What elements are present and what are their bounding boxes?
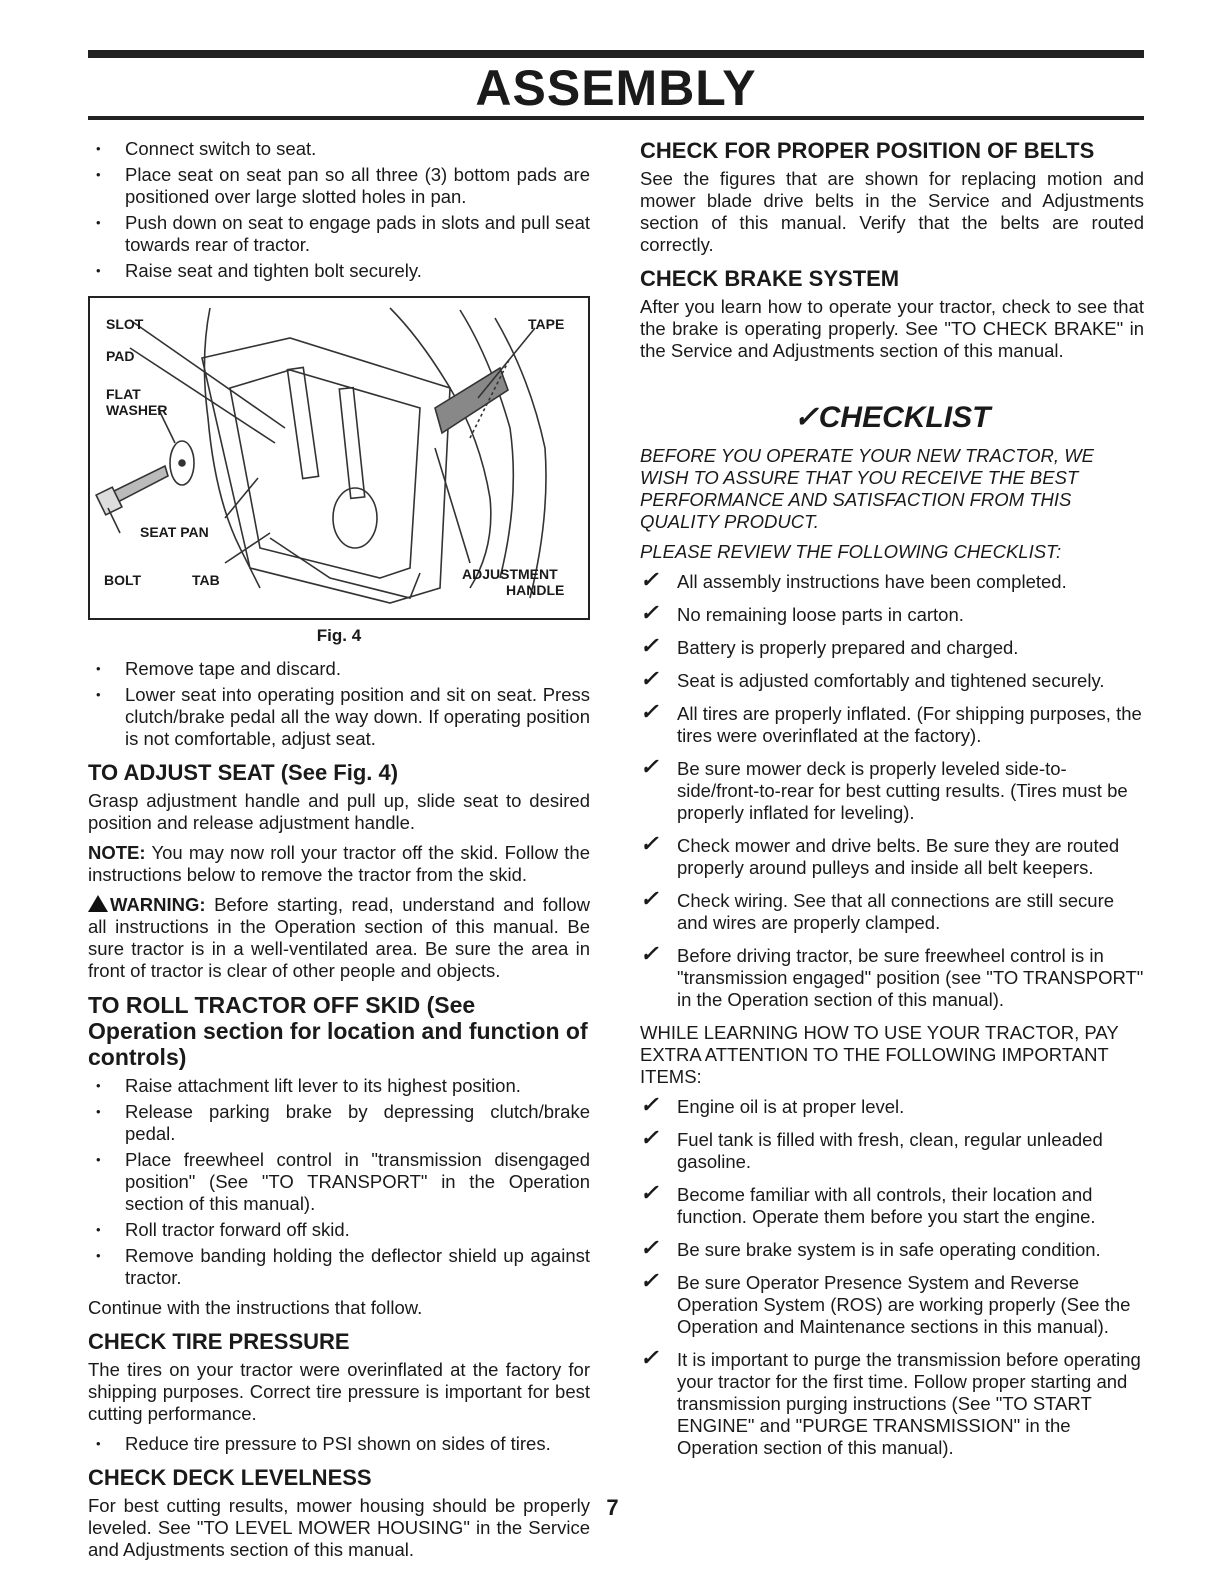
list-item: • Reduce tire pressure to PSI shown on sides of tires. <box>88 1433 590 1455</box>
check-icon: ✓ <box>640 1180 659 1205</box>
check-icon: ✓ <box>640 1235 659 1260</box>
checklist-item: ✓ Be sure Operator Presence System and Reverse Operation System (ROS) are working properly (See the Operation and Maintenance sections in this manual). <box>640 1268 1131 1337</box>
checklist-intro: BEFORE YOU OPERATE YOUR NEW TRACTOR, WE WISH TO ASSURE THAT YOU RECEIVE THE BEST PERFORMANCE AND SATISFACTION FROM THIS QUALITY PRODUCT. <box>640 445 1094 532</box>
list-item: • Release parking brake by depressing clutch/brake pedal. <box>88 1101 590 1145</box>
label-bolt: BOLT <box>104 572 142 588</box>
check-icon: ✓ <box>640 1268 659 1293</box>
check-icon: ✓ <box>640 1125 659 1150</box>
checklist-item: ✓ No remaining loose parts in carton. <box>640 600 964 625</box>
label-pad: PAD <box>106 348 135 364</box>
check-icon: ✓ <box>640 886 659 911</box>
checklist-item: ✓ Seat is adjusted comfortably and tightened securely. <box>640 666 1105 691</box>
warning-text: Before starting, read, understand and follow all instructions in the Operation section of this manual. Be sure tractor is in a well-ventilated area. Be sure the area in front of tractor is clear of other people and objects. <box>88 894 591 981</box>
deck-levelness-heading: CHECK DECK LEVELNESS <box>88 1465 372 1490</box>
continue-text: Continue with the instructions that follow. <box>88 1297 423 1318</box>
checklist-item: ✓ Be sure mower deck is properly leveled side-to-side/front-to-rear for best cutting results. (Tires must be properly inflated for leveling). <box>640 754 1128 823</box>
right-column <box>640 138 1144 1470</box>
label-adjustment: ADJUSTMENT <box>462 566 558 582</box>
brake-heading: CHECK BRAKE SYSTEM <box>640 266 900 291</box>
adjust-seat-text: Grasp adjustment handle and pull up, slide seat to desired position and release adjustment handle. <box>88 790 590 833</box>
checklist-item: ✓ All tires are properly inflated. (For shipping purposes, the tires were overinflated at the factory). <box>640 699 1142 746</box>
check-icon: ✓ <box>640 633 659 658</box>
check-icon: ✓ <box>640 754 659 779</box>
label-slot: SLOT <box>106 316 144 332</box>
checklist-item: ✓ Engine oil is at proper level. <box>640 1092 905 1117</box>
list-item: • Lower seat into operating position and sit on seat. Press clutch/brake pedal all the way down. If operating position is not comfortable, adjust seat. <box>88 684 590 750</box>
warning-icon <box>88 895 108 912</box>
list-item: • Push down on seat to engage pads in slots and pull seat towards rear of tractor. <box>88 212 590 256</box>
learning-text: WHILE LEARNING HOW TO USE YOUR TRACTOR, PAY EXTRA ATTENTION TO THE FOLLOWING IMPORTANT ITEMS: <box>640 1022 1119 1087</box>
top-rule <box>88 50 1144 58</box>
figure-caption: Fig. 4 <box>316 626 362 645</box>
checklist-1 <box>640 567 1144 1011</box>
seat-figure <box>88 296 590 620</box>
check-icon: ✓ <box>640 600 659 625</box>
seat-bullets-2 <box>88 658 590 750</box>
label-tab: TAB <box>192 572 220 588</box>
checklist-title-text: CHECKLIST <box>818 401 991 434</box>
brake-text: After you learn how to operate your tractor, check to see that the brake is operating properly. See "TO CHECK BRAKE" in the Service and Adjustments section of this manual. <box>640 296 1144 361</box>
checklist-title <box>640 400 1144 435</box>
seat-bullets <box>88 138 590 282</box>
checklist-review: PLEASE REVIEW THE FOLLOWING CHECKLIST: <box>640 541 1062 562</box>
warning-paragraph <box>88 894 590 982</box>
list-item: • Remove tape and discard. <box>88 658 590 680</box>
warning-label: WARNING: <box>110 894 206 915</box>
check-icon: ✓ <box>640 831 659 856</box>
tire-bullets <box>88 1433 590 1455</box>
check-icon: ✓ <box>640 666 659 691</box>
label-tape: TAPE <box>528 316 565 332</box>
label-washer: WASHER <box>106 402 168 418</box>
checklist-item: ✓ Check mower and drive belts. Be sure they are routed properly around pulleys and inside all belt keepers. <box>640 831 1120 878</box>
label-handle: HANDLE <box>506 582 565 598</box>
checklist-item: ✓ Become familiar with all controls, their location and function. Operate them before you start the engine. <box>640 1180 1096 1227</box>
checklist-item: ✓ It is important to purge the transmission before operating your tractor for the first time. Follow proper starting and transmission purging instructions (See "TO START ENGINE" and "PURGE TRANSMISSION" in the Operation section of this manual). <box>640 1345 1141 1458</box>
check-icon: ✓ <box>640 1092 659 1117</box>
list-item: • Raise attachment lift lever to its highest position. <box>88 1075 590 1097</box>
check-icon: ✓ <box>793 401 819 434</box>
title-rule <box>88 116 1144 120</box>
roll-bullets <box>88 1075 590 1289</box>
list-item: • Raise seat and tighten bolt securely. <box>88 260 590 282</box>
tire-pressure-heading: CHECK TIRE PRESSURE <box>88 1329 350 1354</box>
list-item: • Remove banding holding the deflector shield up against tractor. <box>88 1245 590 1289</box>
checklist-item: ✓ Battery is properly prepared and charged. <box>640 633 1019 658</box>
label-seat-pan: SEAT PAN <box>140 524 209 540</box>
checklist-2 <box>640 1092 1144 1459</box>
check-icon: ✓ <box>640 1345 659 1370</box>
label-flat: FLAT <box>106 386 141 402</box>
deck-levelness-text: For best cutting results, mower housing should be properly leveled. See "TO LEVEL MOWER HOUSING" in the Service and Adjustments section of this manual. <box>88 1495 590 1560</box>
belts-text: See the figures that are shown for replacing motion and mower blade drive belts in the Service and Adjustments section of this manual. Verify that the belts are routed correctly. <box>640 168 1144 255</box>
adjust-seat-heading: TO ADJUST SEAT (See Fig. 4) <box>88 760 399 785</box>
list-item: • Place seat on seat pan so all three (3) bottom pads are positioned over large slotted holes in pan. <box>88 164 590 208</box>
list-item: • Connect switch to seat. <box>88 138 590 160</box>
check-icon: ✓ <box>640 941 659 966</box>
belts-heading: CHECK FOR PROPER POSITION OF BELTS <box>640 138 1095 163</box>
list-item: • Place freewheel control in "transmission disengaged position" (See "TO TRANSPORT" in the Operation section of this manual). <box>88 1149 590 1215</box>
checklist-item: ✓ All assembly instructions have been completed. <box>640 567 1067 592</box>
checklist-item: ✓ Fuel tank is filled with fresh, clean, regular unleaded gasoline. <box>640 1125 1103 1172</box>
checklist-item: ✓ Before driving tractor, be sure freewheel control is in "transmission engaged" position (see "TO TRANSPORT" in the Operation section of this manual). <box>640 941 1144 1010</box>
roll-tractor-heading: TO ROLL TRACTOR OFF SKID (See Operation section for location and function of controls) <box>88 992 588 1070</box>
checklist-item: ✓ Be sure brake system is in safe operating condition. <box>640 1235 1101 1260</box>
page-number: 7 <box>606 1495 619 1520</box>
note-label: NOTE: <box>88 842 146 863</box>
page-title: ASSEMBLY <box>475 60 757 116</box>
tire-pressure-text: The tires on your tractor were overinflated at the factory for shipping purposes. Correct tire pressure is important for best cutting performance. <box>88 1359 590 1424</box>
checklist-item: ✓ Check wiring. See that all connections are still secure and wires are properly clamped. <box>640 886 1115 933</box>
left-column <box>88 138 590 1569</box>
check-icon: ✓ <box>640 699 659 724</box>
note-paragraph <box>88 842 590 886</box>
check-icon: ✓ <box>640 567 659 592</box>
note-text: You may now roll your tractor off the skid. Follow the instructions below to remove the tractor from the skid. <box>88 842 590 885</box>
list-item: • Roll tractor forward off skid. <box>88 1219 590 1241</box>
